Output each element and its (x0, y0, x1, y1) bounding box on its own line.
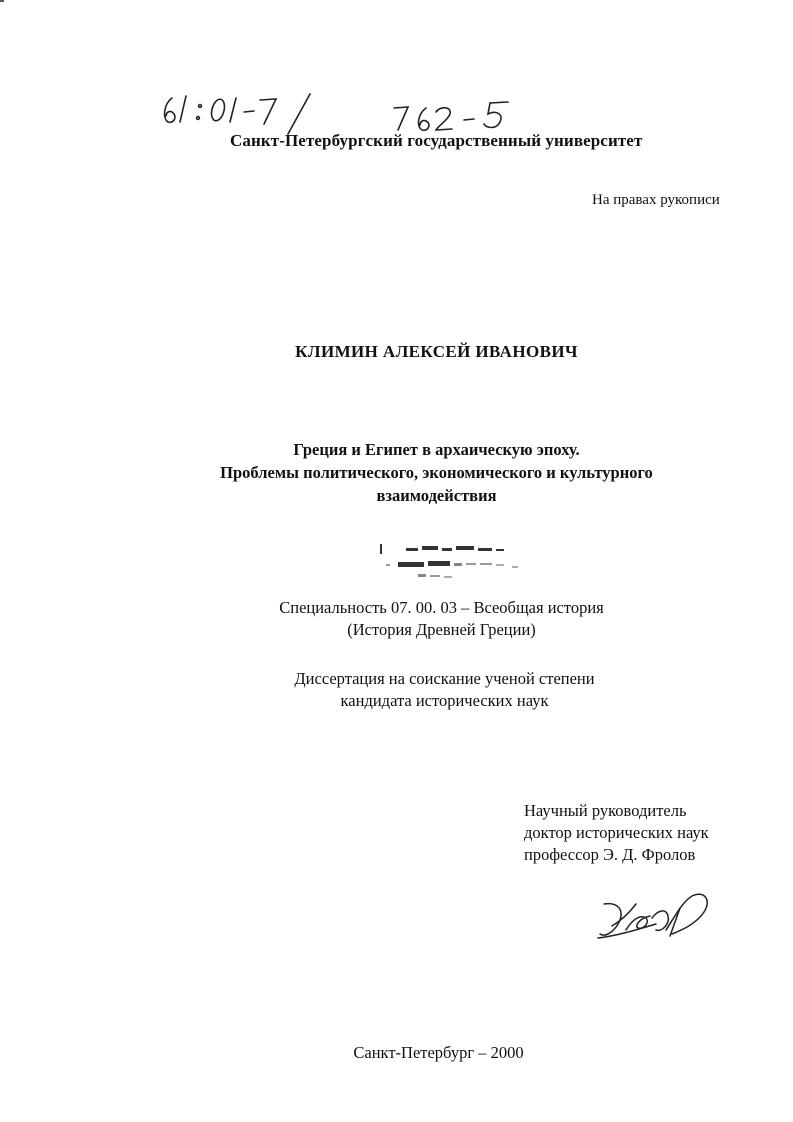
scan-speck (0, 0, 4, 2)
handwritten-archive-number (160, 88, 560, 136)
specialty-line-2: (История Древней Греции) (347, 620, 536, 639)
title-line-1: Греция и Египет в архаическую эпоху. (293, 440, 580, 459)
degree-line-1: Диссертация на соискание ученой степени (294, 669, 595, 688)
dissertation-degree (48, 668, 793, 712)
specialty-line-1: Специальность 07. 00. 03 – Всеобщая история (279, 598, 604, 617)
title-line-3: взаимодействия (376, 486, 497, 505)
author-name: КЛИМИН АЛЕКСЕЙ ИВАНОВИЧ (295, 342, 578, 361)
advisor-signature (596, 890, 716, 952)
advisor-line-3: профессор Э. Д. Фролов (524, 845, 696, 864)
degree-line-2: кандидата исторических наук (340, 691, 549, 710)
title-line-2: Проблемы политического, экономического и культурного (220, 463, 653, 482)
scientific-advisor (524, 800, 709, 866)
rights-note: На правах рукописи (592, 192, 720, 208)
advisor-line-1: Научный руководитель (524, 801, 687, 820)
city-and-year: Санкт-Петербург – 2000 (353, 1043, 524, 1062)
specialty (45, 597, 793, 641)
library-stamp-smudge (378, 540, 538, 592)
advisor-line-2: доктор исторических наук (524, 823, 709, 842)
dissertation-title (40, 438, 793, 507)
university-name: Санкт-Петербургский государственный университет (230, 131, 643, 150)
